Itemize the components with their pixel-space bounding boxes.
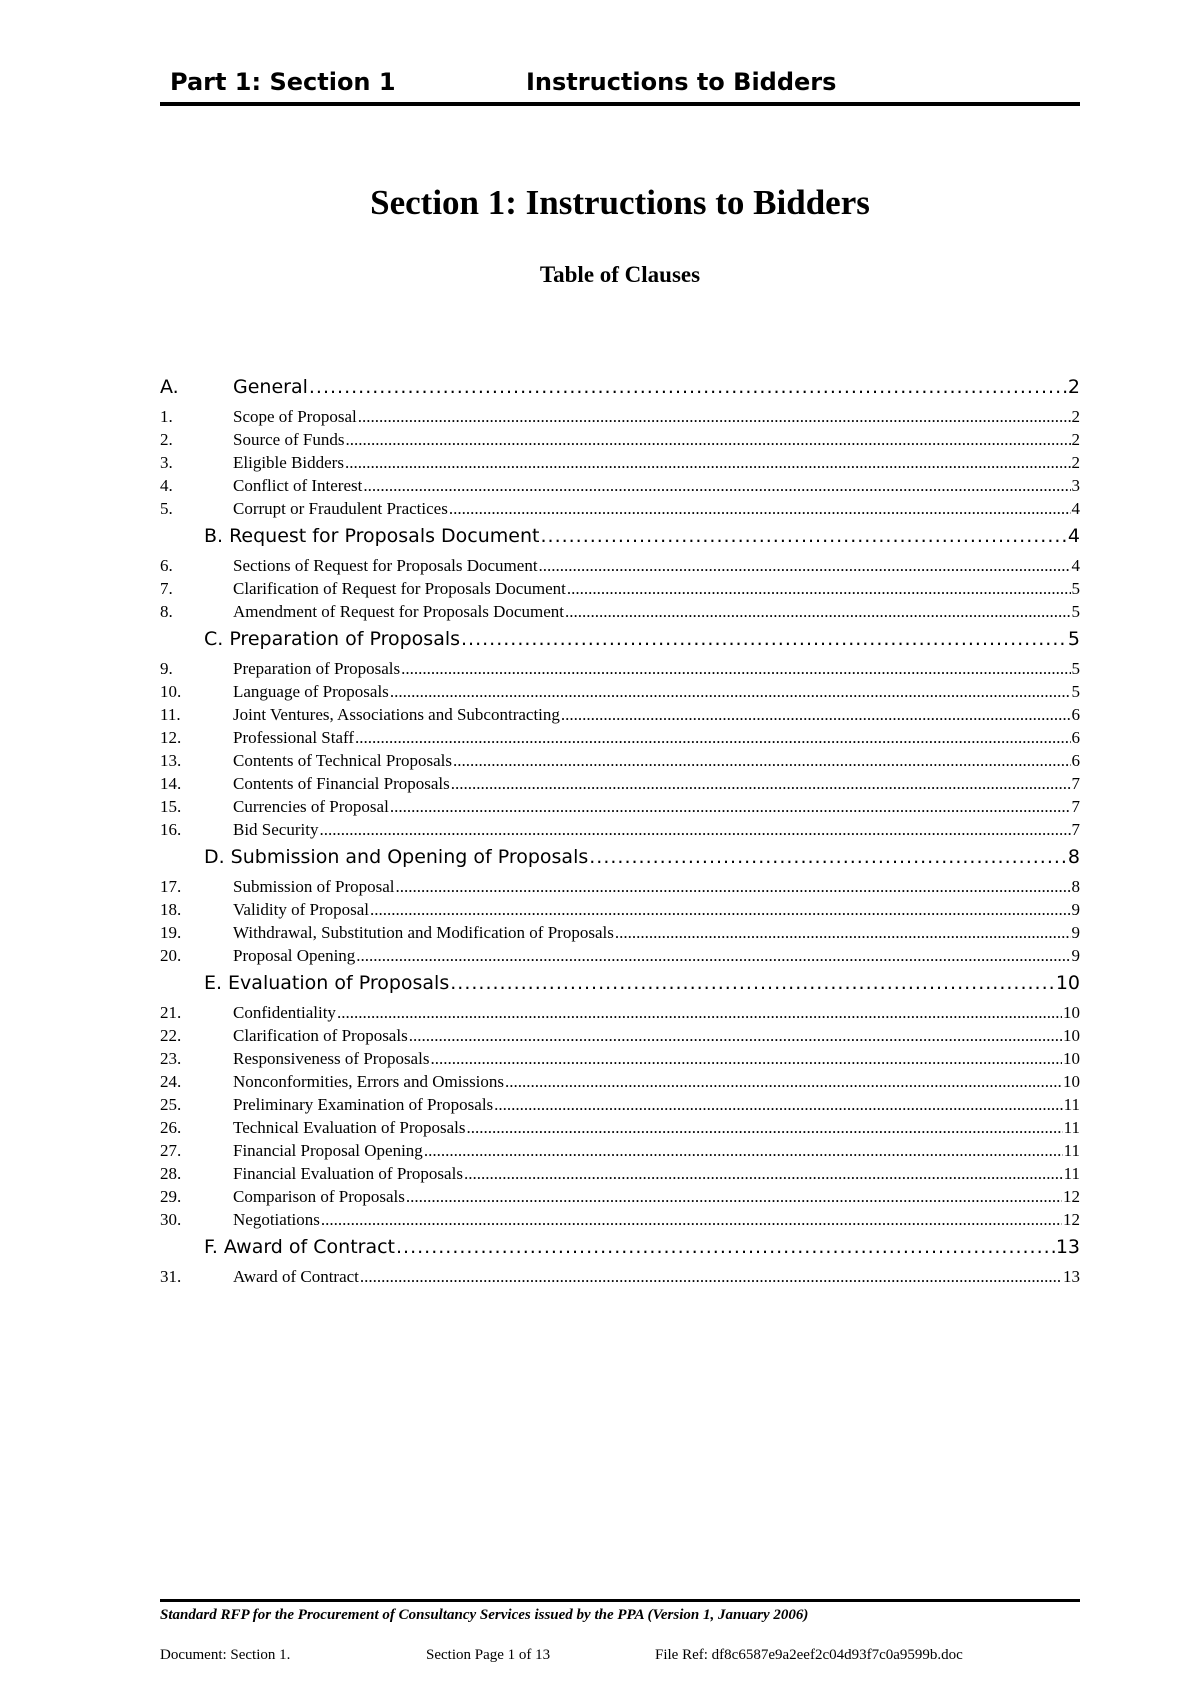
toc-clause-title: Preliminary Examination of Proposals	[233, 1095, 494, 1114]
toc-leader-dots	[309, 375, 1067, 399]
toc-clause-entry[interactable]	[160, 749, 1080, 772]
toc-leader-dots	[356, 944, 1070, 967]
toc-page-number: 8	[1071, 877, 1080, 896]
toc-section-title: Award of Contract	[223, 1236, 395, 1258]
toc-clause-entry[interactable]	[160, 1185, 1080, 1208]
toc-page-number: 11	[1063, 1164, 1080, 1183]
toc-clause-entry[interactable]	[160, 1001, 1080, 1024]
toc-clause-number: 19.	[160, 923, 182, 942]
toc-clause-number: 30.	[160, 1210, 182, 1229]
toc-section-title: General	[233, 376, 308, 398]
toc-leader-dots	[561, 703, 1071, 726]
toc-clause-title: Financial Proposal Opening	[233, 1141, 423, 1160]
toc-clause-title: Award of Contract	[233, 1267, 359, 1286]
toc-page-number: 6	[1071, 705, 1080, 724]
table-of-clauses	[160, 375, 1080, 1288]
toc-clause-number: 27.	[160, 1141, 182, 1160]
toc-page-number: 5	[1067, 628, 1080, 650]
toc-leader-dots	[453, 749, 1071, 772]
toc-clause-title: Comparison of Proposals	[233, 1187, 405, 1206]
toc-clause-title: Sections of Request for Proposals Document	[233, 556, 538, 575]
toc-clause-number: 31.	[160, 1267, 182, 1286]
toc-clause-entry[interactable]	[160, 795, 1080, 818]
toc-clause-number: 21.	[160, 1003, 182, 1022]
toc-section-entry[interactable]	[160, 524, 1080, 548]
toc-leader-dots	[337, 1001, 1062, 1024]
toc-clause-title: Scope of Proposal	[233, 407, 357, 426]
toc-section-entry[interactable]	[160, 1235, 1080, 1259]
toc-section-entry[interactable]	[160, 845, 1080, 869]
footer-standard-rfp: Standard RFP for the Procurement of Consultancy Services issued by the PPA (Version 1, January 2006)	[160, 1607, 809, 1623]
toc-clause-number: 9.	[160, 659, 173, 678]
toc-clause-title: Negotiations	[233, 1210, 320, 1229]
toc-clause-number: 13.	[160, 751, 182, 770]
toc-clause-entry[interactable]	[160, 1162, 1080, 1185]
toc-leader-dots	[390, 795, 1071, 818]
toc-section-title: Request for Proposals Document	[229, 525, 540, 547]
footer-section-page: Section Page 1 of 13	[426, 1647, 551, 1663]
toc-page-number: 2	[1071, 407, 1080, 426]
toc-clause-number: 20.	[160, 946, 182, 965]
toc-page-number: 4	[1071, 556, 1080, 575]
toc-page-number: 11	[1063, 1118, 1080, 1137]
toc-clause-entry[interactable]	[160, 772, 1080, 795]
toc-clause-title: Bid Security	[233, 820, 319, 839]
toc-page-number: 10	[1063, 1072, 1080, 1091]
toc-leader-dots	[505, 1070, 1062, 1093]
toc-section-letter: E.	[204, 972, 223, 994]
toc-clause-title: Submission of Proposal	[233, 877, 395, 896]
toc-clause-number: 16.	[160, 820, 182, 839]
toc-leader-dots	[424, 1139, 1063, 1162]
toc-leader-dots	[540, 524, 1066, 548]
toc-page-number: 13	[1055, 1236, 1080, 1258]
toc-leader-dots	[430, 1047, 1062, 1070]
toc-clause-title: Contents of Technical Proposals	[233, 751, 452, 770]
toc-clause-title: Contents of Financial Proposals	[233, 774, 450, 793]
toc-clause-entry[interactable]	[160, 818, 1080, 841]
toc-clause-entry[interactable]	[160, 1070, 1080, 1093]
toc-leader-dots	[319, 818, 1070, 841]
toc-clause-number: 26.	[160, 1118, 182, 1137]
toc-clause-number: 15.	[160, 797, 182, 816]
toc-clause-entry[interactable]	[160, 726, 1080, 749]
toc-clause-number: 14.	[160, 774, 182, 793]
toc-section-letter: C.	[204, 628, 224, 650]
toc-clause-entry[interactable]	[160, 921, 1080, 944]
toc-clause-number: 10.	[160, 682, 182, 701]
toc-clause-title: Financial Evaluation of Proposals	[233, 1164, 463, 1183]
toc-clause-title: Clarification of Proposals	[233, 1026, 408, 1045]
toc-clause-entry[interactable]	[160, 451, 1080, 474]
toc-section-entry[interactable]	[160, 627, 1080, 651]
toc-page-number: 13	[1063, 1267, 1080, 1286]
toc-clause-title: Language of Proposals	[233, 682, 389, 701]
running-header	[160, 66, 1080, 106]
footer-file-ref: File Ref: df8c6587e9a2eef2c04d93f7c0a9599b.doc	[655, 1647, 963, 1663]
toc-page-number: 5	[1071, 602, 1080, 621]
toc-clause-title: Proposal Opening	[233, 946, 356, 965]
toc-leader-dots	[363, 474, 1070, 497]
toc-clause-number: 8.	[160, 602, 173, 621]
toc-clause-number: 25.	[160, 1095, 182, 1114]
toc-leader-dots	[406, 1185, 1062, 1208]
toc-clause-title: Eligible Bidders	[233, 453, 344, 472]
toc-clause-title: Clarification of Request for Proposals Document	[233, 579, 566, 598]
toc-leader-dots	[321, 1208, 1062, 1231]
toc-page-number: 9	[1071, 946, 1080, 965]
toc-clause-number: 17.	[160, 877, 182, 896]
toc-page-number: 3	[1071, 476, 1080, 495]
toc-leader-dots	[467, 1116, 1063, 1139]
toc-section-letter: F.	[204, 1236, 218, 1258]
header-section-title: Instructions to Bidders	[526, 68, 837, 96]
toc-clause-entry[interactable]	[160, 577, 1080, 600]
toc-clause-number: 2.	[160, 430, 173, 449]
footer-document: Document: Section 1.	[160, 1647, 291, 1663]
toc-page-number: 8	[1067, 846, 1080, 868]
toc-clause-title: Technical Evaluation of Proposals	[233, 1118, 466, 1137]
toc-leader-dots	[567, 577, 1071, 600]
toc-leader-dots	[370, 898, 1071, 921]
toc-clause-entry[interactable]	[160, 898, 1080, 921]
toc-leader-dots	[464, 1162, 1063, 1185]
toc-clause-title: Withdrawal, Substitution and Modification of Proposals	[233, 923, 614, 942]
toc-clause-title: Currencies of Proposal	[233, 797, 389, 816]
toc-clause-number: 5.	[160, 499, 173, 518]
toc-clause-number: 3.	[160, 453, 173, 472]
toc-leader-dots	[396, 1235, 1055, 1259]
toc-section-entry[interactable]	[160, 971, 1080, 995]
toc-clause-title: Professional Staff	[233, 728, 355, 747]
toc-clause-number: 6.	[160, 556, 173, 575]
toc-clause-title: Source of Funds	[233, 430, 345, 449]
toc-clause-number: 1.	[160, 407, 173, 426]
toc-leader-dots	[345, 428, 1070, 451]
toc-leader-dots	[355, 726, 1070, 749]
toc-leader-dots	[494, 1093, 1062, 1116]
toc-leader-dots	[401, 657, 1070, 680]
toc-leader-dots	[589, 845, 1067, 869]
toc-clause-entry[interactable]	[160, 1139, 1080, 1162]
toc-page-number: 9	[1071, 923, 1080, 942]
footer-rule	[160, 1599, 1080, 1602]
toc-clause-number: 24.	[160, 1072, 182, 1091]
header-part-section: Part 1: Section 1	[170, 68, 396, 96]
toc-clause-entry[interactable]	[160, 600, 1080, 623]
toc-page-number: 7	[1071, 797, 1080, 816]
toc-clause-title: Nonconformities, Errors and Omissions	[233, 1072, 505, 1091]
toc-clause-entry[interactable]	[160, 875, 1080, 898]
toc-page-number: 10	[1055, 972, 1080, 994]
toc-leader-dots	[615, 921, 1071, 944]
toc-section-title: Submission and Opening of Proposals	[230, 846, 589, 868]
toc-clause-entry[interactable]	[160, 703, 1080, 726]
toc-leader-dots	[449, 497, 1071, 520]
toc-leader-dots	[396, 875, 1071, 898]
toc-clause-entry[interactable]	[160, 1208, 1080, 1231]
toc-leader-dots	[451, 772, 1071, 795]
toc-clause-entry[interactable]	[160, 657, 1080, 680]
toc-heading: Table of Clauses	[539, 262, 701, 287]
toc-clause-number: 23.	[160, 1049, 182, 1068]
toc-clause-number: 11.	[160, 705, 181, 724]
toc-page-number: 7	[1071, 820, 1080, 839]
toc-section-letter: D.	[204, 846, 225, 868]
toc-section-title: Preparation of Proposals	[229, 628, 461, 650]
toc-clause-title: Confidentiality	[233, 1003, 336, 1022]
toc-leader-dots	[390, 680, 1071, 703]
toc-clause-title: Joint Ventures, Associations and Subcontracting	[233, 705, 560, 724]
toc-page-number: 10	[1063, 1003, 1080, 1022]
toc-clause-entry[interactable]	[160, 428, 1080, 451]
toc-clause-entry[interactable]	[160, 474, 1080, 497]
toc-page-number: 4	[1067, 525, 1080, 547]
toc-clause-entry[interactable]	[160, 1093, 1080, 1116]
toc-page-number: 12	[1063, 1187, 1080, 1206]
toc-page-number: 2	[1071, 453, 1080, 472]
toc-leader-dots	[565, 600, 1071, 623]
toc-page-number: 6	[1071, 728, 1080, 747]
toc-leader-dots	[409, 1024, 1062, 1047]
toc-clause-number: 28.	[160, 1164, 182, 1183]
toc-clause-entry[interactable]	[160, 1047, 1080, 1070]
toc-page-number: 11	[1063, 1141, 1080, 1160]
toc-page-number: 2	[1067, 376, 1080, 398]
toc-page-number: 9	[1071, 900, 1080, 919]
toc-page-number: 5	[1071, 579, 1080, 598]
toc-page-number: 10	[1063, 1049, 1080, 1068]
toc-clause-entry[interactable]	[160, 1265, 1080, 1288]
toc-clause-title: Responsiveness of Proposals	[233, 1049, 430, 1068]
toc-leader-dots	[461, 627, 1067, 651]
toc-clause-title: Validity of Proposal	[233, 900, 369, 919]
toc-clause-entry[interactable]	[160, 405, 1080, 428]
toc-page-number: 11	[1063, 1095, 1080, 1114]
toc-clause-entry[interactable]	[160, 944, 1080, 967]
toc-page-number: 7	[1071, 774, 1080, 793]
toc-clause-title: Amendment of Request for Proposals Document	[233, 602, 564, 621]
toc-clause-number: 29.	[160, 1187, 182, 1206]
toc-clause-number: 18.	[160, 900, 182, 919]
toc-clause-number: 12.	[160, 728, 182, 747]
toc-clause-title: Corrupt or Fraudulent Practices	[233, 499, 448, 518]
toc-page-number: 12	[1063, 1210, 1080, 1229]
toc-leader-dots	[345, 451, 1071, 474]
toc-leader-dots	[358, 405, 1071, 428]
toc-leader-dots	[450, 971, 1055, 995]
toc-clause-entry[interactable]	[160, 1116, 1080, 1139]
toc-clause-entry[interactable]	[160, 680, 1080, 703]
toc-page-number: 5	[1071, 659, 1080, 678]
toc-clause-entry[interactable]	[160, 497, 1080, 520]
toc-leader-dots	[360, 1265, 1062, 1288]
toc-leader-dots	[539, 554, 1071, 577]
toc-clause-number: 7.	[160, 579, 173, 598]
page-title: Section 1: Instructions to Bidders	[370, 183, 870, 222]
toc-page-number: 5	[1071, 682, 1080, 701]
toc-clause-entry[interactable]	[160, 1024, 1080, 1047]
toc-page-number: 10	[1063, 1026, 1080, 1045]
toc-section-letter: A.	[160, 376, 179, 398]
toc-section-letter: B.	[204, 525, 224, 547]
toc-page-number: 2	[1071, 430, 1080, 449]
toc-page-number: 4	[1071, 499, 1080, 518]
toc-section-entry[interactable]	[160, 375, 1080, 399]
toc-clause-number: 4.	[160, 476, 173, 495]
toc-clause-title: Preparation of Proposals	[233, 659, 401, 678]
toc-clause-entry[interactable]	[160, 554, 1080, 577]
toc-page-number: 6	[1071, 751, 1080, 770]
toc-clause-number: 22.	[160, 1026, 182, 1045]
toc-clause-title: Conflict of Interest	[233, 476, 363, 495]
toc-section-title: Evaluation of Proposals	[228, 972, 450, 994]
